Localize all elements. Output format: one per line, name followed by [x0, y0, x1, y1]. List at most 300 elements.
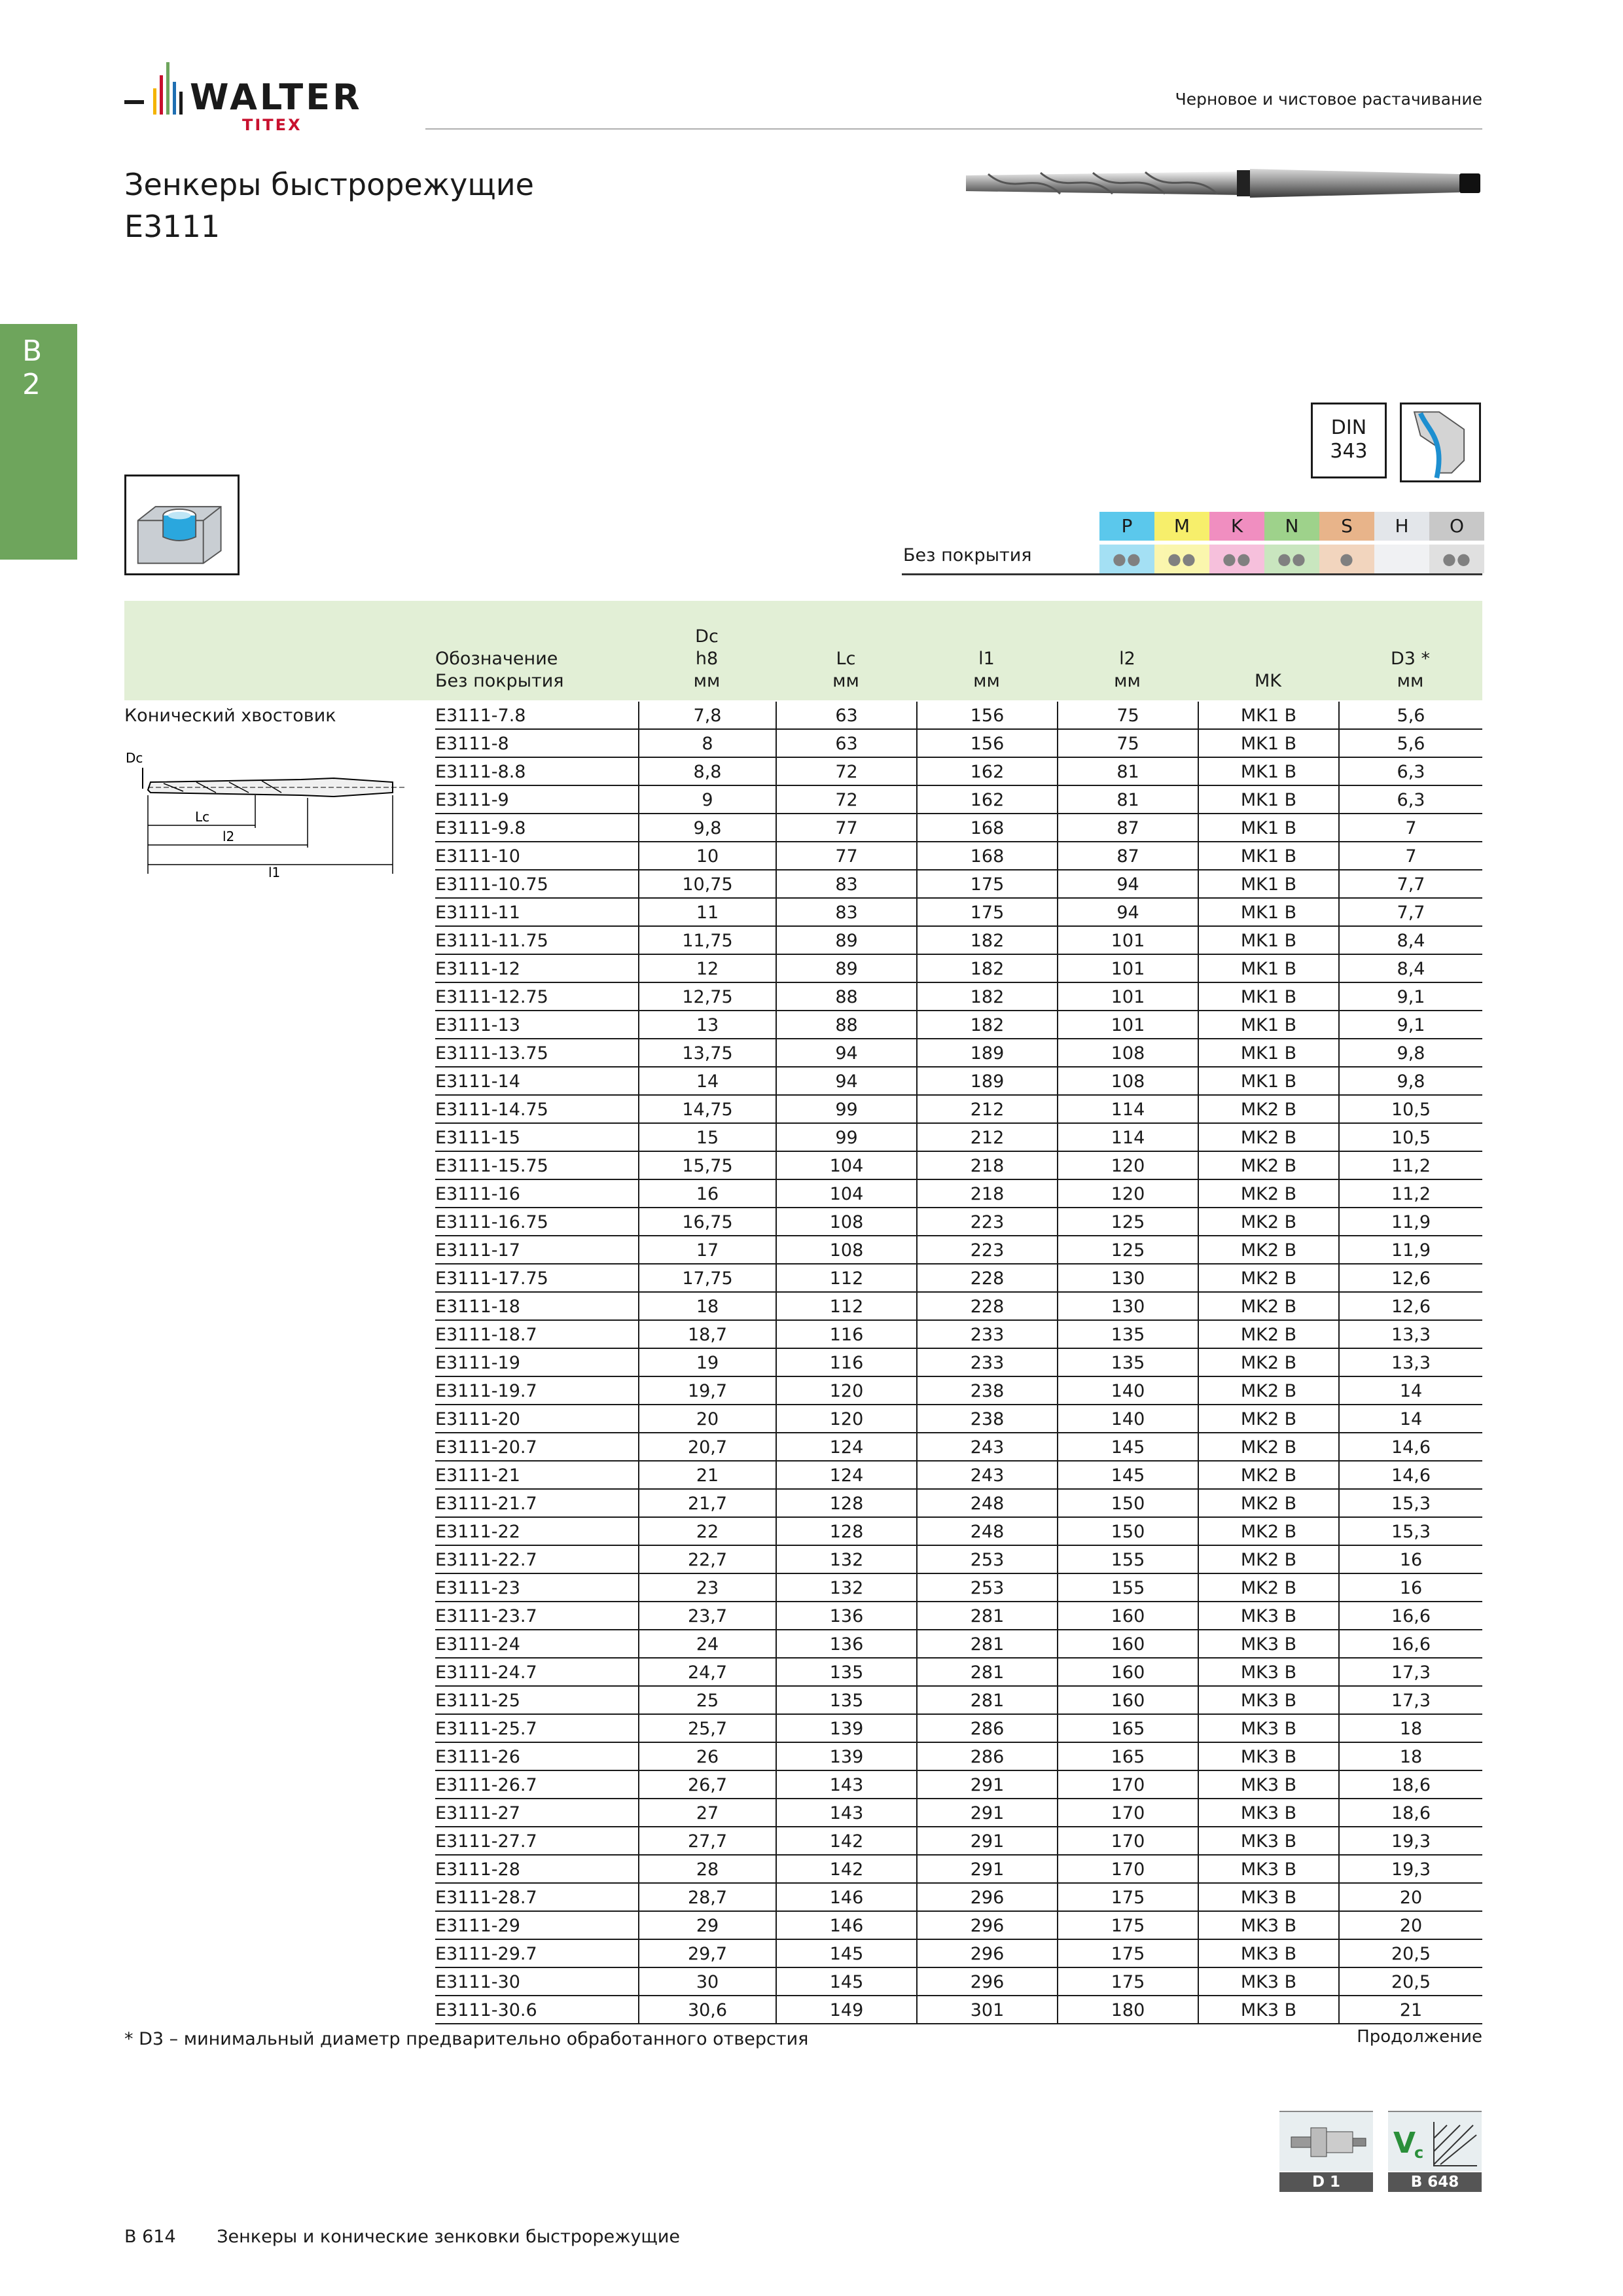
table-row [435, 1771, 1482, 1799]
table-row [435, 927, 1482, 955]
cell-l1: 168 [916, 842, 1057, 869]
cell-mk: MK1 B [1198, 983, 1338, 1010]
table-row [435, 1518, 1482, 1546]
cell-dc: 14,75 [638, 1096, 776, 1122]
cell-d3: 7 [1338, 814, 1482, 841]
cell-designation: E3111-19.7 [435, 1381, 537, 1401]
cell-lc: 120 [776, 1377, 916, 1404]
cell-l1: 162 [916, 786, 1057, 813]
cell-l1: 228 [916, 1265, 1057, 1291]
cell-dc: 27,7 [638, 1827, 776, 1854]
cell-mk: MK1 B [1198, 730, 1338, 757]
cell-lc: 132 [776, 1574, 916, 1601]
cell-designation: E3111-25.7 [435, 1719, 537, 1739]
cell-dc: 11,75 [638, 927, 776, 954]
cell-dc: 16 [638, 1180, 776, 1207]
cell-l1: 296 [916, 1968, 1057, 1995]
cell-dc: 13,75 [638, 1039, 776, 1066]
cell-l2: 130 [1057, 1293, 1198, 1319]
cell-dc: 16,75 [638, 1208, 776, 1235]
continued-label: Продолжение [1357, 2027, 1482, 2047]
cell-d3: 20,5 [1338, 1940, 1482, 1967]
cell-l1: 281 [916, 1687, 1057, 1713]
cell-l1: 243 [916, 1462, 1057, 1488]
table-row [435, 1180, 1482, 1208]
cell-l2: 120 [1057, 1152, 1198, 1179]
cell-designation: E3111-17.75 [435, 1268, 548, 1289]
cell-mk: MK2 B [1198, 1236, 1338, 1263]
cell-designation: E3111-10 [435, 846, 520, 867]
table-row [435, 1602, 1482, 1630]
cell-dc: 17 [638, 1236, 776, 1263]
material-suitability-m: ●● [1154, 545, 1209, 573]
table-row [435, 1546, 1482, 1574]
cell-lc: 83 [776, 899, 916, 925]
cell-designation: E3111-9.8 [435, 818, 526, 838]
cell-mk: MK2 B [1198, 1574, 1338, 1601]
cell-dc: 8 [638, 730, 776, 757]
table-row [435, 1912, 1482, 1940]
cell-lc: 145 [776, 1940, 916, 1967]
cell-d3: 5,6 [1338, 730, 1482, 757]
cell-lc: 146 [776, 1912, 916, 1939]
cell-dc: 30 [638, 1968, 776, 1995]
cell-l1: 156 [916, 730, 1057, 757]
cell-l1: 182 [916, 927, 1057, 954]
cell-l2: 94 [1057, 870, 1198, 897]
cell-d3: 11,2 [1338, 1180, 1482, 1207]
svg-text:c: c [1414, 2144, 1424, 2162]
cell-mk: MK3 B [1198, 1771, 1338, 1798]
cell-d3: 16 [1338, 1546, 1482, 1573]
title-line-2: E3111 [124, 209, 221, 244]
cell-l1: 182 [916, 955, 1057, 982]
cell-l1: 238 [916, 1377, 1057, 1404]
cell-designation: E3111-7.8 [435, 706, 526, 726]
cell-lc: 63 [776, 730, 916, 757]
cell-lc: 94 [776, 1039, 916, 1066]
cell-mk: MK2 B [1198, 1490, 1338, 1516]
cell-d3: 20 [1338, 1912, 1482, 1939]
cell-d3: 16 [1338, 1574, 1482, 1601]
col-l2-header [1057, 648, 1198, 692]
cell-l1: 212 [916, 1096, 1057, 1122]
cell-mk: MK2 B [1198, 1293, 1338, 1319]
cell-dc: 29,7 [638, 1940, 776, 1967]
table-row [435, 1321, 1482, 1349]
cell-lc: 112 [776, 1293, 916, 1319]
cell-l1: 218 [916, 1152, 1057, 1179]
table-row [435, 1743, 1482, 1771]
table-row [435, 730, 1482, 758]
cell-d3: 11,9 [1338, 1236, 1482, 1263]
cell-l1: 223 [916, 1236, 1057, 1263]
drawing-lc-label: Lc [195, 809, 210, 825]
cell-d3: 9,8 [1338, 1067, 1482, 1094]
table-row [435, 1715, 1482, 1743]
cell-designation: E3111-25 [435, 1691, 520, 1711]
cell-d3: 17,3 [1338, 1659, 1482, 1685]
cell-designation: E3111-11 [435, 903, 520, 923]
logo-wordmark: WALTER [190, 77, 363, 118]
table-row [435, 1377, 1482, 1405]
d3-unit: мм [1397, 671, 1424, 691]
cell-l1: 238 [916, 1405, 1057, 1432]
table-row [435, 842, 1482, 870]
cell-l1: 168 [916, 814, 1057, 841]
chapter-tab-label: B 2 [22, 334, 45, 401]
cell-designation: E3111-16.75 [435, 1212, 548, 1232]
cell-lc: 77 [776, 814, 916, 841]
cell-mk: MK3 B [1198, 1799, 1338, 1826]
cell-designation: E3111-23.7 [435, 1606, 537, 1626]
cell-designation: E3111-21 [435, 1465, 520, 1486]
cell-l2: 160 [1057, 1630, 1198, 1657]
col-designation-header [435, 648, 564, 692]
cell-d3: 12,6 [1338, 1265, 1482, 1291]
table-row [435, 1124, 1482, 1152]
cell-l2: 155 [1057, 1574, 1198, 1601]
cell-lc: 108 [776, 1208, 916, 1235]
cell-dc: 21,7 [638, 1490, 776, 1516]
cell-mk: MK3 B [1198, 1996, 1338, 2023]
cell-designation: E3111-13 [435, 1015, 520, 1035]
nav-cutting-speed[interactable] [1388, 2111, 1482, 2191]
cell-l2: 108 [1057, 1039, 1198, 1066]
cell-lc: 135 [776, 1687, 916, 1713]
cell-designation: E3111-19 [435, 1353, 520, 1373]
l2-label: l2 [1119, 649, 1135, 669]
cell-d3: 9,1 [1338, 983, 1482, 1010]
cell-l1: 296 [916, 1940, 1057, 1967]
cell-l2: 135 [1057, 1321, 1198, 1348]
cell-d3: 15,3 [1338, 1490, 1482, 1516]
cell-d3: 18,6 [1338, 1799, 1482, 1826]
cell-l1: 243 [916, 1433, 1057, 1460]
cell-d3: 14 [1338, 1377, 1482, 1404]
cell-lc: 124 [776, 1462, 916, 1488]
material-suitability-h [1374, 545, 1429, 573]
cell-d3: 18 [1338, 1743, 1482, 1770]
table-row [435, 758, 1482, 786]
l2-unit: мм [1114, 671, 1141, 691]
lc-label: Lc [836, 649, 856, 669]
material-group-k: K [1209, 512, 1264, 541]
table-row [435, 786, 1482, 814]
cell-dc: 8,8 [638, 758, 776, 785]
cell-l1: 233 [916, 1321, 1057, 1348]
logo-bars-icon [124, 62, 190, 124]
cell-mk: MK1 B [1198, 1011, 1338, 1038]
cell-d3: 6,3 [1338, 786, 1482, 813]
cell-l1: 291 [916, 1827, 1057, 1854]
cell-designation: E3111-22.7 [435, 1550, 537, 1570]
cell-designation: E3111-18.7 [435, 1325, 537, 1345]
chapter-tab[interactable] [0, 324, 77, 560]
cell-mk: MK1 B [1198, 814, 1338, 841]
cell-l2: 165 [1057, 1715, 1198, 1742]
d3-label: D3 * [1390, 649, 1431, 669]
cell-mk: MK3 B [1198, 1856, 1338, 1882]
cell-l1: 223 [916, 1208, 1057, 1235]
cell-l1: 218 [916, 1180, 1057, 1207]
table-row [435, 1405, 1482, 1433]
cell-l2: 160 [1057, 1602, 1198, 1629]
cell-dc: 12 [638, 955, 776, 982]
cell-l2: 175 [1057, 1940, 1198, 1967]
cell-l2: 75 [1057, 702, 1198, 728]
cell-designation: E3111-12 [435, 959, 520, 979]
tool-dimension-drawing [124, 743, 406, 880]
cell-l2: 125 [1057, 1208, 1198, 1235]
col-l1-header [916, 648, 1057, 692]
cell-lc: 72 [776, 758, 916, 785]
col-dc-header [638, 626, 776, 692]
cell-lc: 132 [776, 1546, 916, 1573]
shank-type-label: Конический хвостовик [124, 706, 336, 726]
cell-dc: 27 [638, 1799, 776, 1826]
table-row [435, 1996, 1482, 2024]
material-suitability-s: ● [1319, 545, 1374, 573]
cell-l2: 87 [1057, 842, 1198, 869]
material-suitability-k: ●● [1209, 545, 1264, 573]
cell-mk: MK3 B [1198, 1884, 1338, 1910]
cell-lc: 139 [776, 1715, 916, 1742]
cell-d3: 11,9 [1338, 1208, 1482, 1235]
cell-mk: MK2 B [1198, 1265, 1338, 1291]
cell-lc: 89 [776, 955, 916, 982]
table-row [435, 1659, 1482, 1687]
cell-mk: MK3 B [1198, 1743, 1338, 1770]
cell-d3: 14,6 [1338, 1462, 1482, 1488]
cell-lc: 88 [776, 1011, 916, 1038]
cell-dc: 26,7 [638, 1771, 776, 1798]
cell-designation: E3111-28 [435, 1859, 520, 1880]
cell-designation: E3111-18 [435, 1297, 520, 1317]
cell-mk: MK2 B [1198, 1180, 1338, 1207]
cell-d3: 12,6 [1338, 1293, 1482, 1319]
cell-lc: 94 [776, 1067, 916, 1094]
cell-l2: 160 [1057, 1687, 1198, 1713]
table-row [435, 955, 1482, 983]
table-row [435, 1856, 1482, 1884]
table-row [435, 1884, 1482, 1912]
table-row [435, 1349, 1482, 1377]
cell-d3: 16,6 [1338, 1602, 1482, 1629]
cell-lc: 116 [776, 1321, 916, 1348]
footer-text: Зенкеры и конические зенковки быстрорежущие [217, 2227, 681, 2247]
tool-holder-icon [1279, 2112, 1373, 2171]
cell-designation: E3111-8 [435, 734, 509, 754]
svg-text:V: V [1393, 2126, 1416, 2160]
cell-dc: 20 [638, 1405, 776, 1432]
table-row [435, 870, 1482, 899]
table-row [435, 1799, 1482, 1827]
cell-l2: 125 [1057, 1236, 1198, 1263]
cell-lc: 142 [776, 1856, 916, 1882]
cell-l2: 101 [1057, 1011, 1198, 1038]
cell-lc: 142 [776, 1827, 916, 1854]
cell-d3: 13,3 [1338, 1321, 1482, 1348]
table-row [435, 702, 1482, 730]
cell-l1: 182 [916, 1011, 1057, 1038]
cell-lc: 136 [776, 1602, 916, 1629]
cell-mk: MK1 B [1198, 702, 1338, 728]
cell-lc: 139 [776, 1743, 916, 1770]
cell-l2: 150 [1057, 1518, 1198, 1545]
cell-lc: 128 [776, 1490, 916, 1516]
cell-dc: 9 [638, 786, 776, 813]
walter-titex-logo [124, 62, 399, 134]
lc-unit: мм [832, 671, 859, 691]
cell-lc: 104 [776, 1152, 916, 1179]
cell-l1: 162 [916, 758, 1057, 785]
coating-label: Без покрытия [903, 545, 1032, 565]
nav-cutting-speed-label: B 648 [1388, 2172, 1482, 2192]
cell-lc: 63 [776, 702, 916, 728]
material-group-o: O [1429, 512, 1484, 541]
cell-dc: 25,7 [638, 1715, 776, 1742]
coating-sublabel: Без покрытия [435, 671, 564, 691]
cell-l2: 175 [1057, 1968, 1198, 1995]
cell-lc: 108 [776, 1236, 916, 1263]
cell-l2: 135 [1057, 1349, 1198, 1376]
cell-mk: MK3 B [1198, 1602, 1338, 1629]
cell-l2: 101 [1057, 955, 1198, 982]
cell-dc: 24,7 [638, 1659, 776, 1685]
cell-l1: 296 [916, 1884, 1057, 1910]
cell-dc: 18 [638, 1293, 776, 1319]
cell-l1: 291 [916, 1799, 1057, 1826]
cell-l2: 81 [1057, 758, 1198, 785]
cell-dc: 30,6 [638, 1996, 776, 2023]
cell-dc: 23 [638, 1574, 776, 1601]
cell-mk: MK3 B [1198, 1659, 1338, 1685]
cell-mk: MK1 B [1198, 842, 1338, 869]
cell-mk: MK2 B [1198, 1462, 1338, 1488]
cell-lc: 145 [776, 1968, 916, 1995]
cell-lc: 143 [776, 1799, 916, 1826]
cell-d3: 14,6 [1338, 1433, 1482, 1460]
page-number: B 614 [124, 2227, 176, 2247]
cell-dc: 26 [638, 1743, 776, 1770]
cell-l1: 189 [916, 1039, 1057, 1066]
l1-unit: мм [973, 671, 1000, 691]
cell-mk: MK2 B [1198, 1096, 1338, 1122]
cell-dc: 17,75 [638, 1265, 776, 1291]
cell-designation: E3111-9 [435, 790, 509, 810]
title-line-1: Зенкеры быстрорежущие [124, 167, 534, 202]
dc-tolerance: h8 [695, 649, 719, 669]
cell-dc: 22 [638, 1518, 776, 1545]
cell-mk: MK1 B [1198, 758, 1338, 785]
cell-d3: 7 [1338, 842, 1482, 869]
cell-d3: 18,6 [1338, 1771, 1482, 1798]
cell-mk: MK2 B [1198, 1377, 1338, 1404]
cell-mk: MK2 B [1198, 1152, 1338, 1179]
cell-mk: MK2 B [1198, 1124, 1338, 1151]
cell-lc: 99 [776, 1096, 916, 1122]
cell-dc: 20,7 [638, 1433, 776, 1460]
cell-designation: E3111-27.7 [435, 1831, 537, 1852]
cell-dc: 15 [638, 1124, 776, 1151]
cell-l2: 165 [1057, 1743, 1198, 1770]
cell-d3: 9,1 [1338, 1011, 1482, 1038]
cell-l1: 253 [916, 1546, 1057, 1573]
cell-lc: 112 [776, 1265, 916, 1291]
cell-l2: 145 [1057, 1462, 1198, 1488]
cell-dc: 9,8 [638, 814, 776, 841]
cell-mk: MK1 B [1198, 899, 1338, 925]
cell-dc: 13 [638, 1011, 776, 1038]
cell-d3: 16,6 [1338, 1630, 1482, 1657]
cell-lc: 135 [776, 1659, 916, 1685]
cell-d3: 10,5 [1338, 1124, 1482, 1151]
table-row [435, 1067, 1482, 1096]
cell-designation: E3111-21.7 [435, 1494, 537, 1514]
cell-l1: 296 [916, 1912, 1057, 1939]
dc-unit: мм [693, 671, 721, 691]
cell-dc: 28 [638, 1856, 776, 1882]
cell-dc: 15,75 [638, 1152, 776, 1179]
cell-designation: E3111-26.7 [435, 1775, 537, 1795]
cell-l2: 170 [1057, 1771, 1198, 1798]
cell-l2: 94 [1057, 899, 1198, 925]
page-footer [124, 2227, 680, 2247]
cell-designation: E3111-10.75 [435, 874, 548, 895]
nav-tool-holder[interactable] [1279, 2111, 1373, 2191]
cell-dc: 29 [638, 1912, 776, 1939]
table-row [435, 1462, 1482, 1490]
cell-designation: E3111-28.7 [435, 1888, 537, 1908]
cell-mk: MK3 B [1198, 1687, 1338, 1713]
cell-l1: 233 [916, 1349, 1057, 1376]
cell-dc: 11 [638, 899, 776, 925]
table-row [435, 1940, 1482, 1968]
cell-d3: 5,6 [1338, 702, 1482, 728]
cell-d3: 18 [1338, 1715, 1482, 1742]
cell-d3: 11,2 [1338, 1152, 1482, 1179]
table-row [435, 1293, 1482, 1321]
cell-l2: 160 [1057, 1659, 1198, 1685]
cell-dc: 19 [638, 1349, 776, 1376]
material-group-p: P [1099, 512, 1154, 541]
cell-l2: 145 [1057, 1433, 1198, 1460]
cell-mk: MK3 B [1198, 1912, 1338, 1939]
cell-designation: E3111-26 [435, 1747, 520, 1767]
material-group-s: S [1319, 512, 1374, 541]
cell-d3: 8,4 [1338, 955, 1482, 982]
cell-d3: 19,3 [1338, 1856, 1482, 1882]
drawing-dc-label: Dc [126, 750, 143, 766]
workpiece-hole-icon [124, 475, 240, 575]
cell-dc: 24 [638, 1630, 776, 1657]
cell-d3: 7,7 [1338, 870, 1482, 897]
cell-designation: E3111-17 [435, 1240, 520, 1261]
cell-dc: 12,75 [638, 983, 776, 1010]
cell-lc: 146 [776, 1884, 916, 1910]
table-row [435, 814, 1482, 842]
cell-dc: 28,7 [638, 1884, 776, 1910]
din-standard-badge [1311, 403, 1387, 478]
cell-l2: 130 [1057, 1265, 1198, 1291]
cell-l1: 248 [916, 1490, 1057, 1516]
cell-designation: E3111-27 [435, 1803, 520, 1823]
din-number: 343 [1330, 440, 1368, 463]
cell-designation: E3111-22 [435, 1522, 520, 1542]
cell-lc: 136 [776, 1630, 916, 1657]
cell-l2: 101 [1057, 983, 1198, 1010]
